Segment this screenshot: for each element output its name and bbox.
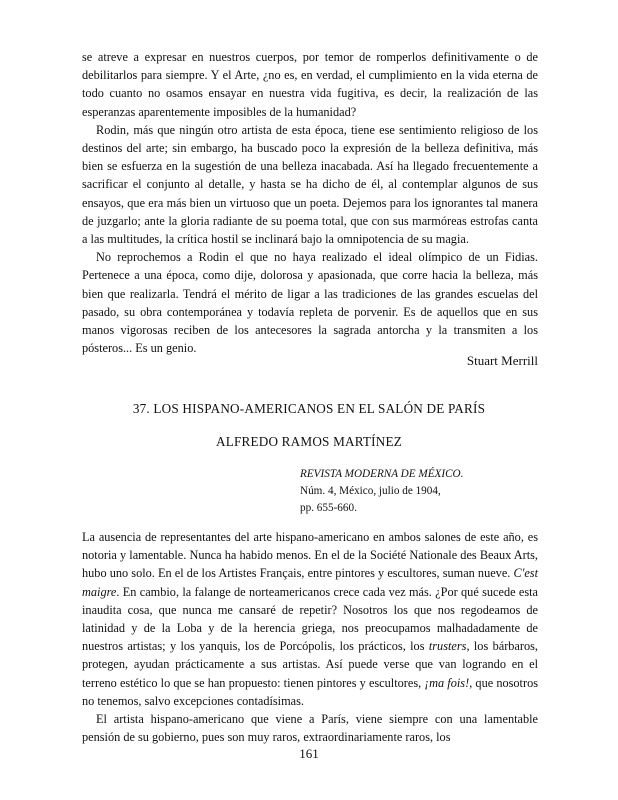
italic-phrase: ¡ma fois! [424, 675, 470, 690]
source-citation [300, 466, 463, 517]
text-run: La ausencia de representantes del arte hispano-americano en ambos salones de este año, es notoria y lamentable. Nunca ha habido menos. En el de la Société Nationale des Beaux Arts, hubo uno solo. En el de los Artistes Français, entre pintores y escultores, suman nueve. [82, 530, 538, 581]
continued-text-block [82, 48, 538, 357]
italic-phrase: C'est maigre [82, 566, 538, 599]
text-run: . En cambio, la falange de norteamericanos crece cada vez más. ¿Por qué sucede esta inaudita cosa, que nunca me cansaré de repetir? Nosotros los que nos regodeamos de latinidad y de la Loba y de la herencia griega, nos preocupamos malhadadamente de nuestros artistas; y los yanquis, los de Porcópolis, los prácticos, los [82, 584, 538, 654]
source-pages: pp. 655-660. [300, 502, 357, 514]
text-run: , que nosotros no tenemos, salvo excepciones contadísimas. [82, 675, 538, 708]
italic-phrase: trusters [428, 639, 467, 654]
text-run: , los bárbaros, protegen, ayudan prácticamente a sus artistas. Así puede verse que van logrando en el terreno estético lo que se han propuesto: tienen pintores y escultores, [82, 639, 538, 690]
paragraph: El artista hispano-americano que viene a París, viene siempre con una lamentable pensión de su gobierno, pues son muy raros, extraordinariamente raros, los [82, 712, 538, 745]
article-text-block [82, 528, 538, 746]
paragraph: No reprochemos a Rodin el que no haya realizado el ideal olímpico de un Fidias. Pertenece a una época, como dije, dolorosa y apasionada, que corre hacia la belleza, más bien que realizarla. Tendrá el mérito de ligar a las tradiciones de las grandes escuelas del pasado, su obra contemporánea y todavía repleta de porvenir. Es de aquellos que en sus manos vigorosas reciben de los antecesores la sagrada antorcha y la transmiten a los pósteros... Es un genio. [82, 250, 538, 356]
paragraph [82, 528, 538, 710]
source-journal: REVISTA MODERNA DE MÉXICO. [300, 468, 464, 480]
section-author: ALFREDO RAMOS MARTÍNEZ [215, 434, 403, 449]
page-number: 161 [299, 746, 319, 761]
section-title: 37. LOS HISPANO-AMERICANOS EN EL SALÓN DE PARÍS [132, 401, 486, 416]
author-signature: Stuart Merrill [466, 353, 538, 368]
source-issue: Núm. 4, México, julio de 1904, [300, 485, 441, 497]
paragraph: se atreve a expresar en nuestros cuerpos, por temor de romperlos definitivamente o de debilitarlos para siempre. Y el Arte, ¿no es, en verdad, el cumplimiento en la vida eterna de todo cuanto no osamos ensayar en nuestra vida fugitiva, es decir, la realización de las esperanzas aparentemente imposibles de la humanidad? [82, 50, 538, 119]
paragraph: Rodin, más que ningún otro artista de esta época, tiene ese sentimiento religioso de los destinos del arte; sin embargo, ha buscado poco la expresión de la belleza definitiva, más bien se esfuerza en la sugestión de una belleza inacabada. Así ha llegado frecuentemente a sacrificar el conjunto al detalle, y hasta se ha dicho de él, al contemplar algunos de sus ensayos, que era más bien un virtuoso que un poeta. Dejemos para los ignorantes tal manera de juzgarlo; ante la gloria radiante de su poema total, que con sus marmóreas estrofas canta a las multitudes, la crítica hostil se inclinará bajo la omnipotencia de su magia. [82, 122, 538, 247]
